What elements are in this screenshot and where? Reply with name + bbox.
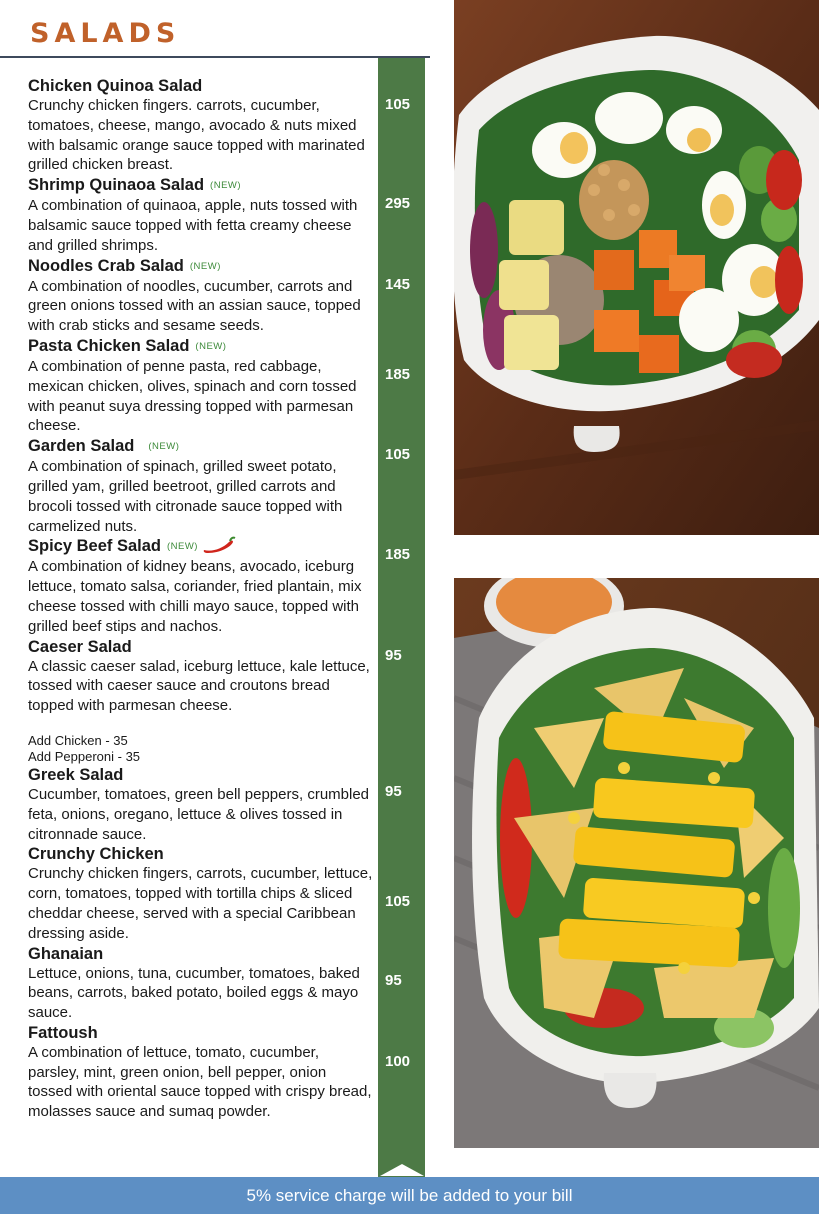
item-description: A combination of spinach, grilled sweet potato, grilled yam, grilled beetroot, grilled carrots and brocoli tossed with citronade sauce topped with carmelized nuts.	[28, 458, 343, 535]
item-description: Crunchy chicken fingers, carrots, cucumber, lettuce, corn, tomatoes, topped with tortilla chips & sliced cheddar cheese, served with a special Caribbean dressing aside.	[28, 865, 373, 942]
menu-item-shrimp-quinaoa-salad	[28, 175, 411, 255]
menu-item-caeser-salad	[28, 637, 402, 765]
item-name-text: Spicy Beef Salad	[28, 537, 161, 556]
menu-list	[28, 76, 411, 1122]
salad-photo-bottom	[454, 578, 819, 1148]
item-name-text: Noodles Crab Salad	[28, 256, 184, 275]
item-name	[28, 336, 373, 357]
addon-item: Add Chicken - 35	[28, 732, 128, 748]
item-description: A combination of lettuce, tomato, cucumber, parsley, mint, green onion, bell pepper, onion tossed with oriental sauce topped with crispy bread, molasses sauce and sumaq powder.	[28, 1043, 372, 1121]
item-price: 95	[385, 646, 402, 664]
item-name-text: Shrimp Quinaoa Salad	[28, 176, 205, 195]
menu-item-spicy-beef-salad	[28, 536, 411, 636]
item-description: Lettuce, onions, tuna, cucumber, tomatoes, baked beans, carrots, baked potato, boiled eggs & mayo sauce.	[28, 964, 360, 1022]
price-bar-arrow	[380, 1164, 424, 1176]
new-badge: (NEW)	[148, 441, 180, 453]
new-badge: (NEW)	[189, 260, 221, 272]
title-divider	[0, 56, 430, 58]
menu-item-crunchy-chicken	[28, 844, 411, 943]
chili-pepper-icon	[202, 536, 236, 554]
new-badge: (NEW)	[166, 541, 198, 553]
item-name: Crunchy Chicken	[28, 845, 164, 864]
service-charge-footer: 5% service charge will be added to your bill	[0, 1177, 819, 1214]
item-description: A classic caeser salad, iceburg lettuce, kale lettuce, tossed with caeser sauce and croutons bread topped with parmesan cheese.	[28, 657, 370, 715]
item-name-text: Pasta Chicken Salad	[28, 336, 190, 355]
item-price: 105	[385, 446, 411, 464]
item-name: Greek Salad	[28, 765, 124, 784]
item-name	[28, 436, 373, 457]
item-description: A combination of quinaoa, apple, nuts tossed with balsamic sauce topped with fetta creamy cheese and grilled shrimps.	[28, 197, 358, 254]
price-column-bar	[378, 58, 425, 1178]
item-price: 105	[385, 96, 411, 113]
item-description: A combination of penne pasta, red cabbage, mexican chicken, olives, spinach and corn tossed with peanut suya dressing topped with parmesan cheese.	[28, 357, 357, 435]
item-price: 145	[385, 275, 411, 293]
menu-item-greek-salad	[28, 765, 402, 844]
menu-item-garden-salad	[28, 436, 411, 536]
item-name: Ghanaian	[28, 944, 104, 963]
item-name: Caeser Salad	[28, 637, 132, 656]
menu-item-chicken-quinoa-salad	[28, 76, 411, 175]
item-name-text: Garden Salad	[28, 437, 135, 456]
item-description: A combination of noodles, cucumber, carrots and green onions tossed with an assian sauce, topped with crab sticks and sesame seeds.	[28, 277, 361, 335]
item-name: Chicken Quinoa Salad	[28, 77, 203, 95]
menu-item-ghanaian	[28, 944, 402, 1023]
item-name	[28, 536, 373, 557]
item-description: Cucumber, tomatoes, green bell peppers, crumbled feta, onions, oregano, lettuce & olives tossed in citronnade sauce.	[28, 785, 370, 843]
item-name: Fattoush	[28, 1023, 98, 1042]
addons-list	[28, 733, 373, 765]
item-price: 95	[385, 971, 402, 989]
item-price: 185	[385, 365, 411, 383]
item-name	[28, 256, 373, 277]
section-title: SALADS	[30, 18, 181, 49]
item-price: 105	[385, 893, 411, 911]
salad-photo-top	[454, 0, 819, 535]
item-price: 185	[385, 546, 411, 564]
menu-item-pasta-chicken-salad	[28, 336, 411, 436]
new-badge: (NEW)	[210, 180, 242, 192]
new-badge: (NEW)	[195, 340, 227, 352]
item-description: A combination of kidney beans, avocado, iceburg lettuce, tomato salsa, coriander, fried plantain, mix cheese tossed with chilli mayo sauce, topped with grilled beef stips and nachos.	[28, 558, 362, 635]
item-description: Crunchy chicken fingers. carrots, cucumber, tomatoes, cheese, mango, avocado & nuts mixed with balsamic orange sauce topped with marinated grilled chicken breast.	[28, 97, 365, 174]
menu-item-noodles-crab-salad	[28, 256, 411, 336]
item-name	[28, 175, 373, 196]
item-price: 295	[385, 195, 411, 213]
addon-item: Add Pepperoni - 35	[28, 748, 141, 764]
item-price: 100	[385, 1052, 411, 1070]
item-price: 95	[385, 782, 402, 800]
menu-item-fattoush	[28, 1023, 411, 1122]
